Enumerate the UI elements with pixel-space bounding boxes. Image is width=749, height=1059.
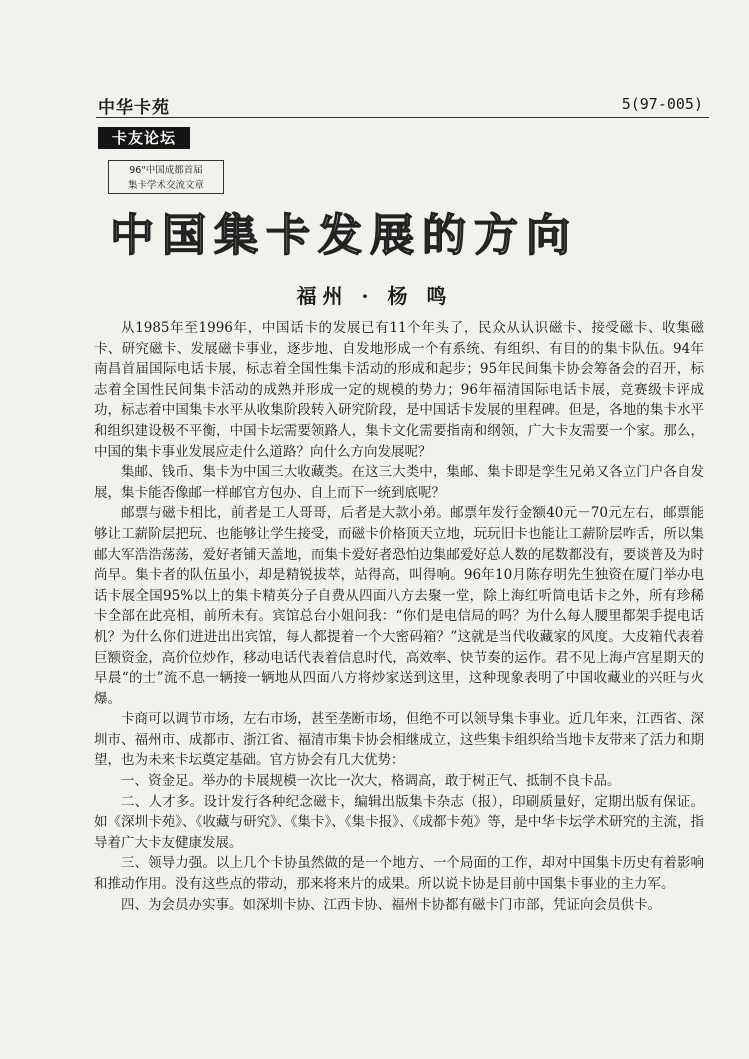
conference-note-box bbox=[108, 160, 224, 194]
body-paragraph: 集邮、钱币、集卡为中国三大收藏类。在这三大类中，集邮、集卡即是孪生兄弟又各立门户各自发展，集卡能否像邮一样邮官方包办、自上而下一统到底呢？ bbox=[94, 464, 704, 501]
body-paragraph: 邮票与磁卡相比，前者是工人哥哥，后者是大款小弟。邮票年发行金额40元－70元左右，邮票能够让工薪阶层把玩、也能够让学生接受，而磁卡价格顶天立地，玩玩旧卡也能让工薪阶层咋舌，所以集邮大军浩浩荡荡，爱好者铺天盖地，而集卡爱好者恐怕边集邮爱好总人数的尾数都没有，要谈普及为时尚早。集卡者的队伍虽小，却是精锐拔萃，站得高，叫得响。96年10月陈存明先生独资在厦门举办电话卡展全国95%以上的集卡精英分子自费从四面八方去聚一堂，除上海红听筒电话卡之外，所有珍稀卡全部在此亮相，前所未有。宾馆总台小姐问我：“你们是电信局的吗？为什么每人腰里都架手提电话机？为什么你们进进出出宾馆，每人都提着一个大密码箱？”这就是当代收藏家的风度。大皮箱代表着巨额资金，高价位炒作，移动电话代表着信息时代，高效率、快节奏的运作。君不见上海卢宫星期天的早晨“的士”流不息一辆接一辆地从四面八方将炒家送到这里，这种现象表明了中国收藏业的兴旺与火爆。 bbox=[94, 505, 704, 707]
body-paragraph: 二、人才多。设计发行各种纪念磁卡，编辑出版集卡杂志（报），印刷质量好，定期出版有保证。如《深圳卡苑》、《收藏与研究》、《集卡》、《集卡报》、《成都卡苑》等，是中华卡坛学术研究的主流，指导着广大卡友健康发展。 bbox=[94, 793, 704, 851]
body-paragraph: 卡商可以调节市场，左右市场，甚至垄断市场，但绝不可以领导集卡事业。近几年来，江西省、深圳市、福州市、成都市、浙江省、福清市集卡协会相继成立，这些集卡组织给当地卡友带来了活力和期望，也为未来卡坛奠定基础。官方协会有几大优势： bbox=[94, 711, 704, 769]
article-body bbox=[94, 318, 704, 915]
header-divider bbox=[96, 117, 709, 118]
conference-note-line: 96"中国成都首届 bbox=[129, 165, 203, 176]
column-label: 卡友论坛 bbox=[98, 127, 190, 149]
article-title: 中国集卡发展的方向 bbox=[110, 210, 578, 261]
issue-number: 5(97-005) bbox=[621, 95, 703, 113]
body-paragraph: 从1985年至1996年，中国话卡的发展已有11个年头了，民众从认识磁卡、接受磁卡、收集磁卡、研究磁卡、发展磁卡事业，逐步地、自发地形成一个有系统、有组织、有目的的集卡队伍。94年南昌首届国际电话卡展，标志着全国性集卡活动的形成和起步；95年民间集卡协会筹备会的召开，标志着全国性民间集卡活动的成熟并形成一定的规模的势力；96年福清国际电话卡展，竞赛级卡评成功，标志着中国集卡水平从收集阶段转入研究阶段，是中国话卡发展的里程碑。但是，各地的集卡水平和组织建设极不平衡，中国卡坛需要领路人，集卡文化需要指南和纲领，广大卡友需要一个家。那么，中国的集卡事业发展应走什么道路？向什么方向发展呢？ bbox=[94, 320, 704, 460]
magazine-name: 中华卡苑 bbox=[98, 98, 170, 118]
conference-note-line: 集卡学术交流文章 bbox=[127, 180, 204, 191]
body-paragraph: 三、领导力强。以上几个卡协虽然做的是一个地方、一个局面的工作，却对中国集卡历史有着影响和推动作用。没有这些点的带动，那来将来片的成果。所以说卡协是目前中国集卡事业的主力军。 bbox=[94, 855, 704, 893]
body-paragraph: 一、资金足。举办的卡展规模一次比一次大，格调高，敢于树正气、抵制不良卡品。 bbox=[121, 773, 621, 790]
body-paragraph: 四、为会员办实事。如深圳卡协、江西卡协、福州卡协都有磁卡门市部，凭证向会员供卡。 bbox=[121, 896, 661, 913]
article-byline: 福州 · 杨 鸣 bbox=[296, 284, 453, 308]
